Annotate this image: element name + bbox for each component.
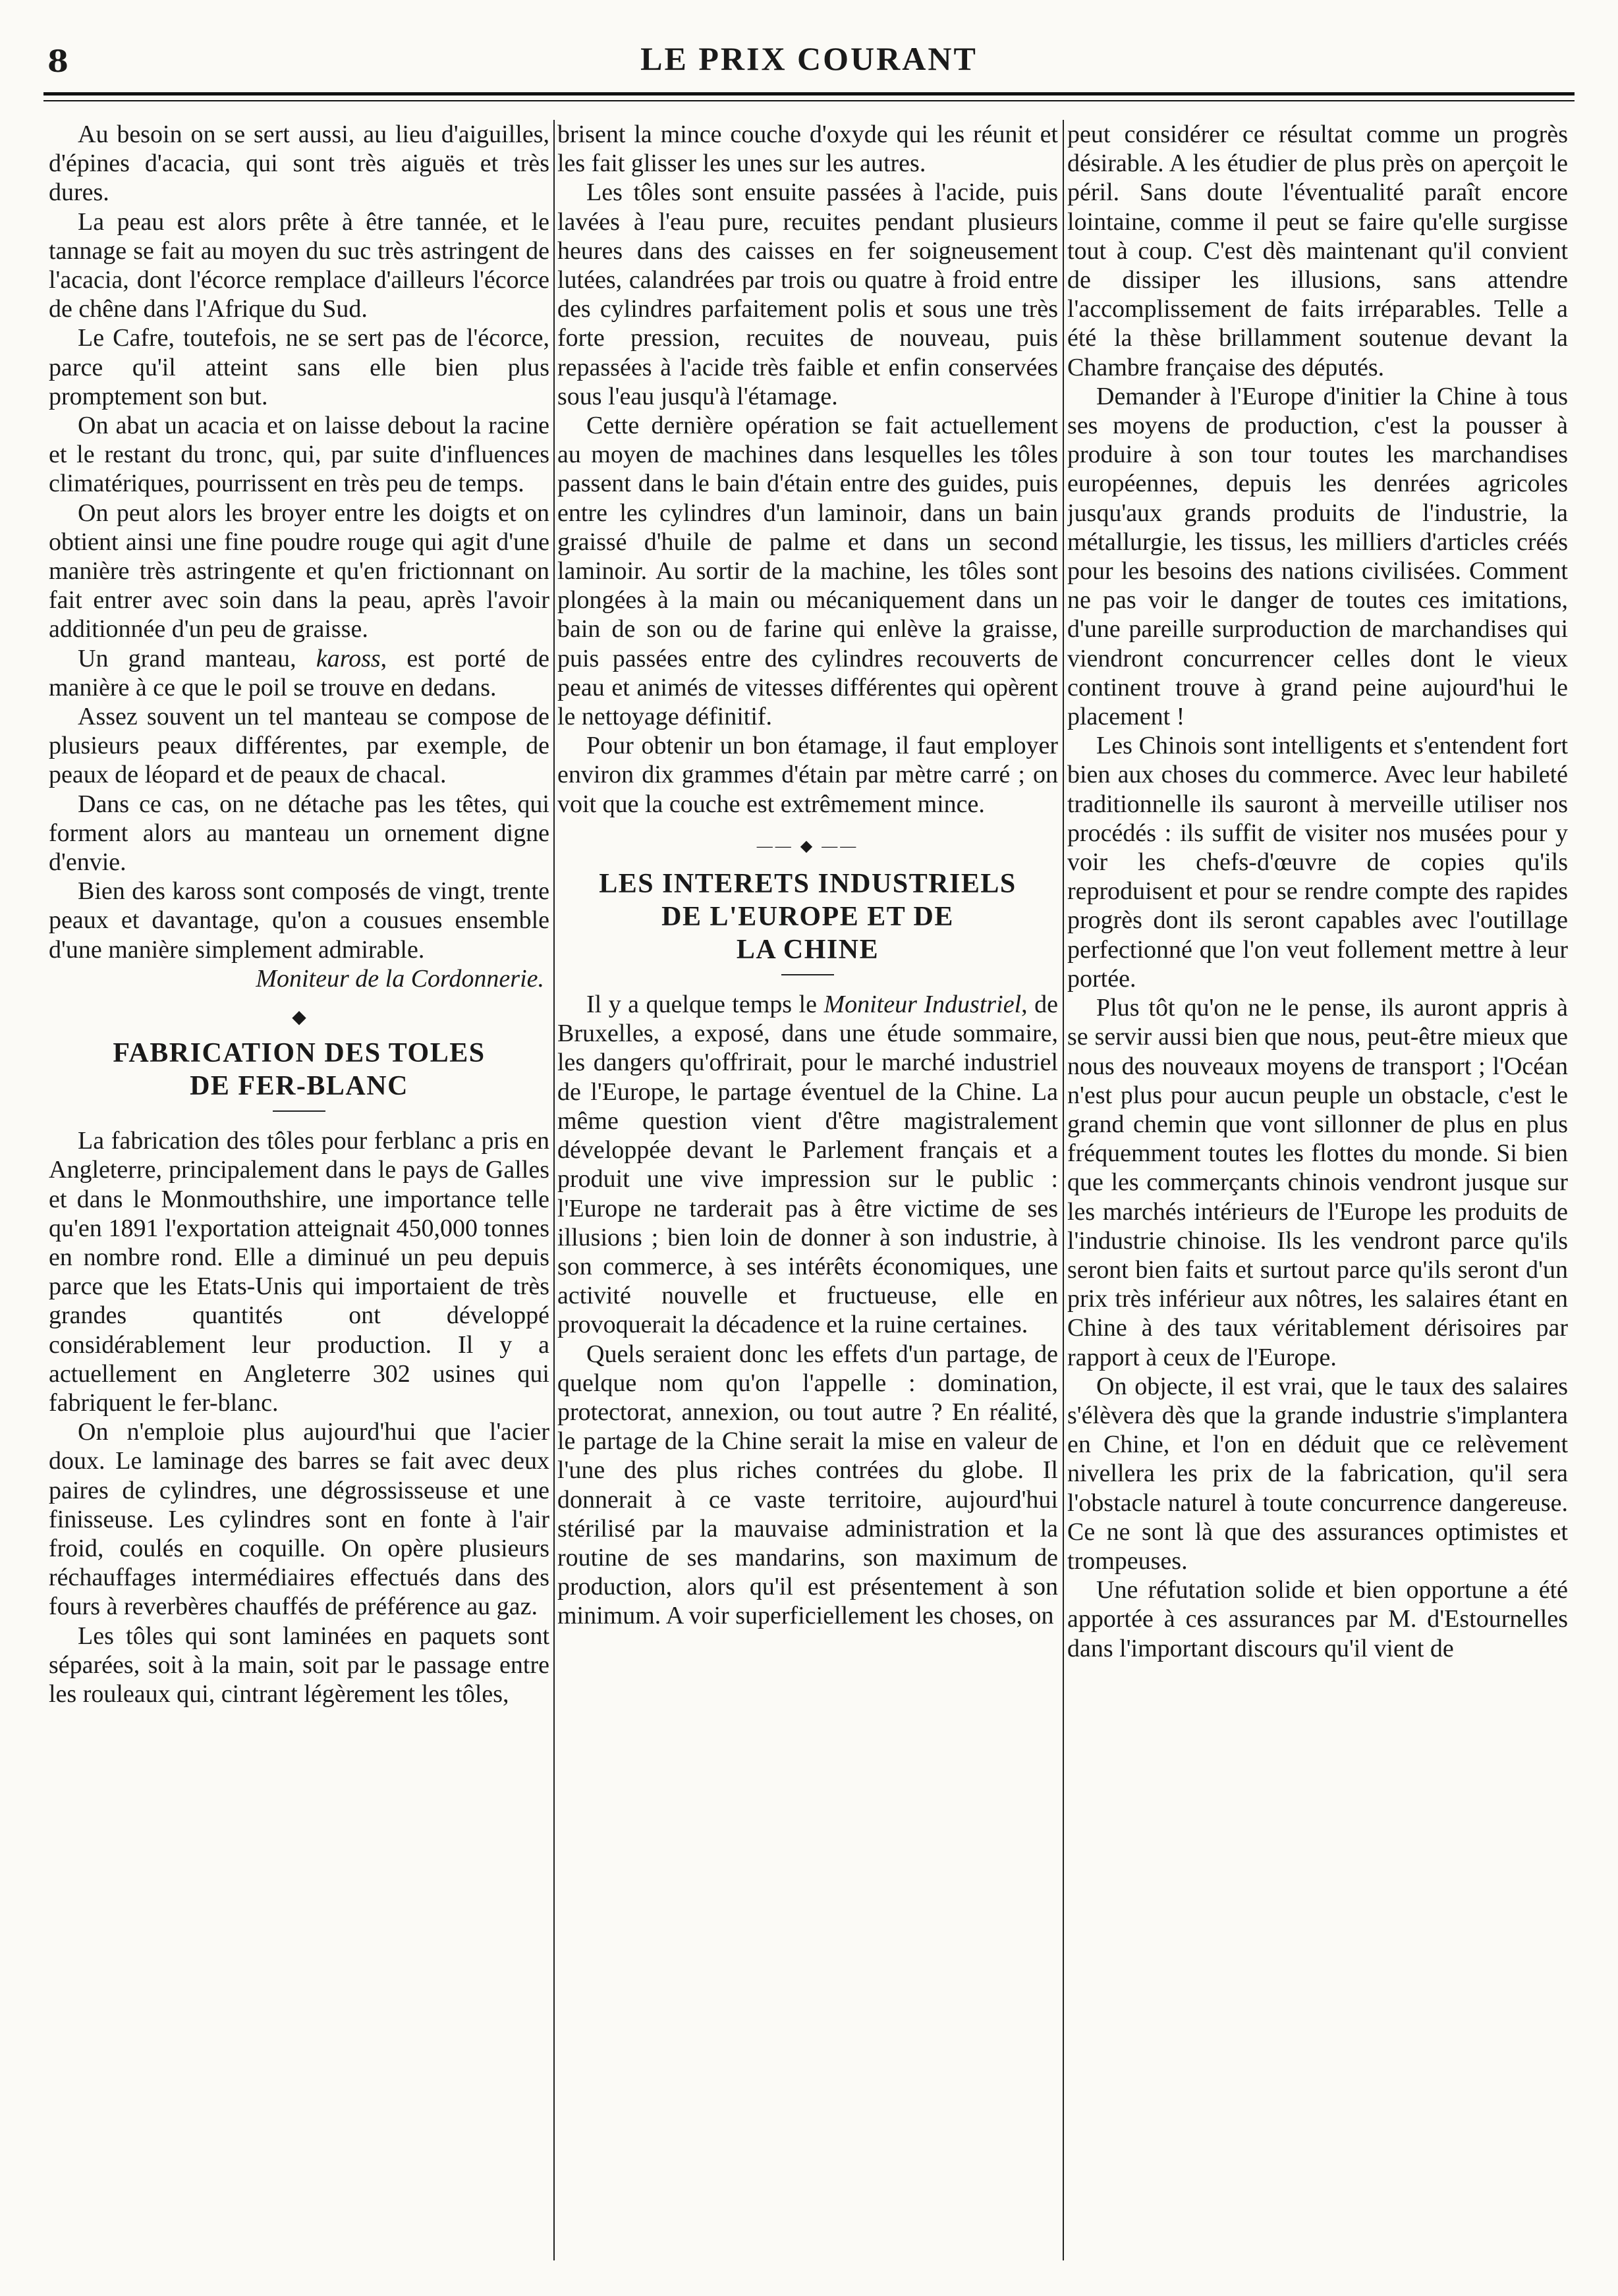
newspaper-title: LE PRIX COURANT [640, 40, 978, 77]
italic-term: kaross [316, 644, 381, 672]
text-run: Un grand manteau, [78, 644, 316, 672]
column-2 [557, 120, 1058, 2260]
paragraph: Quels seraient donc les effets d'un partage, de quelque nom qu'on l'appelle : domination, protectorat, annexion, ou tout autre ? En réalité, le partage de la Chine serait la mise en valeur de l'une des plus riches contrées du globe. Il donnerait à ce vaste territoire, aujourd'hui stérilisé par la mauvaise administration et la routine de ses mandarins, son maximum de production, alors qu'il est présentement à son minimum. A voir superficiellement les choses, on [557, 1340, 1058, 1630]
paragraph: Les tôles sont ensuite passées à l'acide, puis lavées à l'eau pure, recuites pendant plusieurs heures dans des caisses en fer soigneusement lutées, calandrées par trois ou quatre à froid entre des cylindres parfaitement polis et sous une très forte pression, recuites de nouveau, puis repassées à l'acide très faible et enfin conservées sous l'eau jusqu'à l'étamage. [557, 178, 1058, 410]
article-headline [557, 867, 1058, 966]
paragraph: La peau est alors prête à être tannée, et le tannage se fait au moyen du suc très astringent de l'acacia, dont l'écorce remplace d'ailleurs l'écorce de chêne dans l'Afrique du Sud. [49, 207, 549, 323]
text-run: , de Bruxelles, a exposé, dans une étude sommaire, les dangers qu'offrirait, pour le marché industriel de l'Europe, le partage éventuel de la Chine. La même question vient d'être magistralement développée devant le Parlement français et a produit une vive impression sur le public : l'Europe ne tarderait pas à être victime de ses illusions ; bien loin de donner à son industrie, à son commerce, à ses intérêts économiques, une activité nouvelle et fructueuse, elle en provoquerait la décadence et la ruine certaines. [557, 991, 1058, 1339]
headline-line: DE FER-BLANC [190, 1071, 408, 1102]
header-rule-thin [43, 100, 1575, 101]
paragraph: Assez souvent un tel manteau se compose de plusieurs peaux différentes, par exemple, de peaux de léopard et de peaux de chacal. [49, 703, 549, 789]
italic-term: Moniteur Industriel [823, 991, 1022, 1019]
paragraph: brisent la mince couche d'oxyde qui les réunit et les fait glisser les unes sur les autres. [557, 121, 1058, 178]
paragraph: Une réfutation solide et bien opportune a été apportée à ces assurances par M. d'Estournelles dans l'important discours qu'il vient de [1067, 1576, 1568, 1662]
paragraph: On n'emploie plus aujourd'hui que l'acier doux. Le laminage des barres se fait avec deux paires de cylindres, une dégrossisseuse et une finisseuse. Les cylindres sont en fonte à l'air froid, coulés en coquille. On opère plusieurs réchauffages intermédiaires effectués dans des fours à reverbères chauffés de préférence au gaz. [49, 1418, 549, 1621]
paragraph: Les tôles qui sont laminées en paquets sont séparées, soit à la main, soit par le passage entre les rouleaux qui, cintrant légèrement les tôles, [49, 1622, 549, 1708]
paragraph [49, 644, 549, 702]
paragraph [557, 990, 1058, 1339]
headline-rule [273, 1110, 325, 1112]
paragraph: Les Chinois sont intelligents et s'entendent fort bien aux choses du commerce. Avec leur habileté traditionnelle ils sauront à merveille utiliser nos procédés : ils suffit de visiter nos musées pour y voir les chefs-d'œuvre de copies qu'ils reproduisent et pour se rendre compte des rapides progrès dont ils seront capables avec l'outillage perfectionné que l'on veut follement mettre à leur portée. [1067, 732, 1568, 993]
paragraph: Demander à l'Europe d'initier la Chine à tous ses moyens de production, c'est la pousser à produire à son tour toutes les marchandises européennes, depuis les denrées agricoles jusqu'aux grands produits de l'industrie, la métallurgie, les tissus, les milliers d'articles créés pour les besoins des nations civilisées. Comment ne pas voir le danger de toutes ces imitations, d'une pareille surproduction de marchandises qui viendront concurrencer celles dont le vieux continent trouve à grand peine aujourd'hui le placement ! [1067, 382, 1568, 731]
section-separator-icon: —— ◆ —— [756, 837, 859, 855]
paragraph: Au besoin on se sert aussi, au lieu d'aiguilles, d'épines d'acacia, qui sont très aiguës et très dures. [49, 121, 549, 207]
paragraph: On objecte, il est vrai, que le taux des salaires s'élèvera dès que la grande industrie s'implantera en Chine, et l'on en déduit que ce relèvement nivellera les prix de la fabrication, qu'il sera l'obstacle naturel à toute concurrence dangereuse. Ce ne sont là que des assurances optimistes et trompeuses. [1067, 1372, 1568, 1575]
paragraph: Dans ce cas, on ne détache pas les têtes, qui forment alors au manteau un ornement digne d'envie. [49, 790, 549, 877]
paragraph: Bien des kaross sont composés de vingt, trente peaux et davantage, qu'on a cousues ensemble d'une manière simplement admirable. [49, 877, 549, 964]
headline-line: DE L'EUROPE ET DE [661, 902, 954, 933]
paragraph: peut considérer ce résultat comme un progrès désirable. A les étudier de plus près on aperçoit le péril. Sans doute l'éventualité paraît encore lointaine, comme il peut se faire qu'elle surgisse tout à coup. C'est dès maintenant qu'il convient de dissiper les illusions, sans attendre l'accomplissement de faits irréparables. Telle a été la thèse brillamment soutenue devant la Chambre française des députés. [1067, 121, 1568, 381]
diamond-ornament-icon: ◆ [292, 1007, 306, 1028]
paragraph: Plus tôt qu'on ne le pense, ils auront appris à se servir aussi bien que nous, peut-être mieux que nous des nouveaux moyens de transport ; l'Océan n'est plus pour aucun peuple un obstacle, c'est le grand chemin que vont sillonner de plus en plus fréquemment toutes les flottes du monde. Si bien que les commerçants chinois vendront jusque sur les marchés intérieurs de l'Europe les produits de l'industrie chinoise. Ils les vendront parce qu'ils seront bien faits et surtout parce qu'ils seront d'un prix très inférieur aux nôtres, les salaires étant en Chine à des taux véritablement dérisoires par rapport à ceux de l'Europe. [1067, 994, 1568, 1371]
paragraph: Cette dernière opération se fait actuellement au moyen de machines dans lesquelles les tôles passent dans le bain d'étain entre des guides, puis entre les cylindres d'un laminoir, dans un bain graissé d'huile de palme et dans un second laminoir. Au sortir de la machine, les tôles sont plongées à la main ou mécaniquement dans un bain de son ou de farine qui enlève la graisse, puis passées entre des cylindres recouverts de peau et animés de vitesses différentes qui opèrent le nettoyage définitif. [557, 412, 1058, 731]
article-source: Moniteur de la Cordonnerie. [256, 964, 544, 993]
paragraph: Pour obtenir un bon étamage, il faut employer environ dix grammes d'étain par mètre carré ; on voit que la couche est extrêmement mince. [557, 732, 1058, 818]
column-3 [1067, 120, 1568, 2260]
header-rule [43, 92, 1575, 96]
column-divider-2 [1063, 120, 1064, 2260]
paragraph: On peut alors les broyer entre les doigts et on obtient ainsi une fine poudre rouge qui agit d'une manière très astringente et qu'en frictionnant on fait entrer avec soin dans la peau, après l'avoir additionnée d'un peu de graisse. [49, 499, 549, 643]
column-1 [49, 120, 549, 2260]
paragraph: On abat un acacia et on laisse debout la racine et le restant du tronc, qui, par suite d'influences climatériques, pourrissent en très peu de temps. [49, 412, 549, 498]
text-run: , est porté de manière à ce que le poil se trouve en dedans. [49, 644, 549, 701]
paragraph: Le Cafre, toutefois, ne se sert pas de l'écorce, parce qu'il atteint sans elle bien plus promptement son but. [49, 324, 549, 410]
headline-line: LA CHINE [736, 935, 879, 966]
column-divider-1 [553, 120, 555, 2260]
article-headline [49, 1037, 549, 1103]
text-run: Il y a quelque temps le [586, 991, 824, 1019]
paragraph: La fabrication des tôles pour ferblanc a pris en Angleterre, principalement dans le pays de Galles et dans le Monmouthshire, une importance telle qu'en 1891 l'exportation atteignait 450,000 tonnes en nombre rond. Elle a diminué un peu depuis parce que les Etats-Unis qui importaient de très grandes quantités ont développé considérablement leur production. Il y a actuellement en Angleterre 302 usines qui fabriquent le fer-blanc. [49, 1127, 549, 1417]
headline-line: LES INTERETS INDUSTRIELS [599, 869, 1017, 900]
headline-line: FABRICATION DES TOLES [113, 1038, 486, 1069]
page-number: 8 [47, 43, 69, 79]
headline-rule [781, 974, 834, 975]
